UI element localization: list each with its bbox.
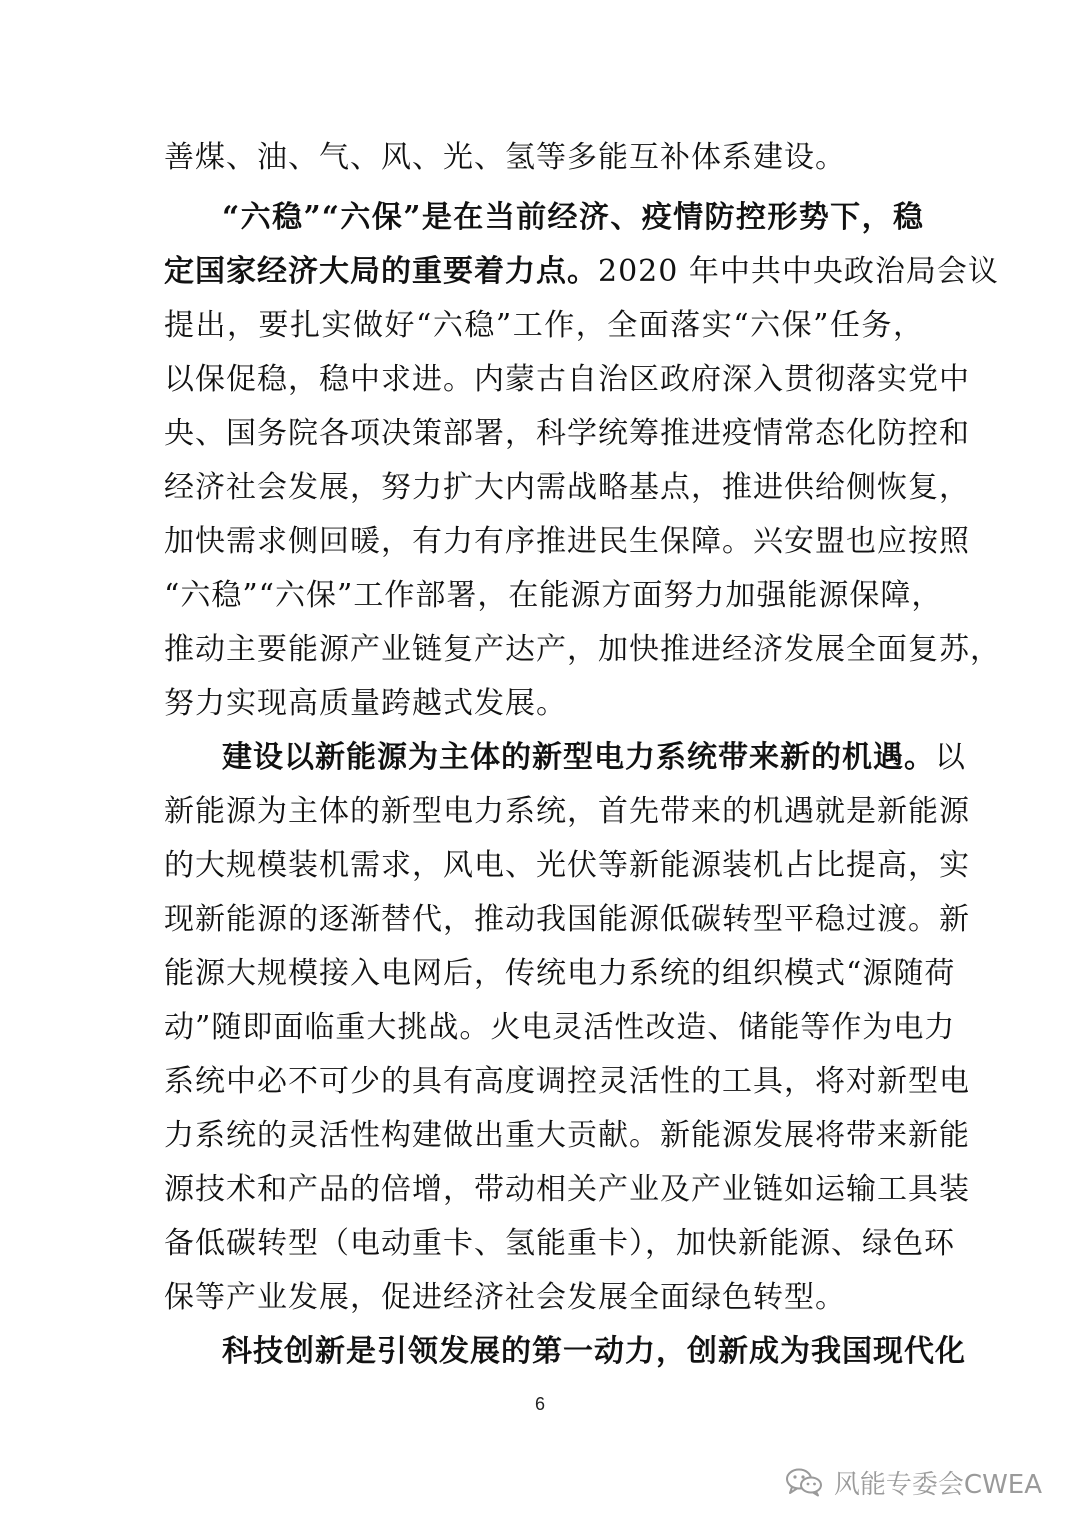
paragraph-line	[222, 738, 966, 778]
paragraph-line: 努力实现高质量跨越式发展。	[164, 686, 567, 721]
wechat-icon	[784, 1467, 824, 1497]
paragraph-line: 能源大规模接入电网后，传统电力系统的组织模式“源随荷	[164, 956, 956, 991]
paragraph-line: 动”随即面临重大挑战。火电灵活性改造、储能等作为电力	[164, 1010, 956, 1045]
paragraph-line: “六稳”“六保”工作部署，在能源方面努力加强能源保障，	[164, 578, 943, 613]
watermark	[784, 1462, 1042, 1502]
paragraph-line: 科技创新是引领发展的第一动力，创新成为我国现代化	[222, 1334, 966, 1369]
paragraph-line: 以保促稳，稳中求进。内蒙古自治区政府深入贯彻落实党中	[164, 362, 970, 397]
line-continuation: 以	[935, 740, 966, 775]
paragraph-line: 推动主要能源产业链复产达产，加快推进经济发展全面复苏，	[164, 632, 1001, 667]
paragraph-line: 加快需求侧回暖，有力有序推进民生保障。兴安盟也应按照	[164, 524, 970, 559]
bold-lead-text: 建设以新能源为主体的新型电力系统带来新的机遇。	[222, 740, 935, 775]
bold-lead-text: 定国家经济大局的重要着力点。	[164, 254, 598, 289]
paragraph-line: 经济社会发展，努力扩大内需战略基点，推进供给侧恢复，	[164, 470, 970, 505]
paragraph-line: 善煤、油、气、风、光、氢等多能互补体系建设。	[164, 140, 846, 175]
line-continuation: 2020 年中共中央政治局会议	[598, 254, 999, 289]
paragraph-line: 现新能源的逐渐替代，推动我国能源低碳转型平稳过渡。新	[164, 902, 970, 937]
paragraph-line: 源技术和产品的倍增，带动相关产业及产业链如运输工具装	[164, 1172, 970, 1207]
paragraph-line: 保等产业发展，促进经济社会发展全面绿色转型。	[164, 1280, 846, 1315]
paragraph-line: 提出，要扎实做好“六稳”工作，全面落实“六保”任务，	[164, 308, 924, 343]
watermark-text: 风能专委会CWEA	[833, 1469, 1042, 1500]
paragraph-line: 新能源为主体的新型电力系统，首先带来的机遇就是新能源	[164, 794, 970, 829]
paragraph-line: 的大规模装机需求，风电、光伏等新能源装机占比提高，实	[164, 848, 970, 883]
page-number: 6	[534, 1394, 545, 1414]
paragraph-line: 央、国务院各项决策部署，科学统筹推进疫情常态化防控和	[164, 416, 970, 451]
paragraph-line: 力系统的灵活性构建做出重大贡献。新能源发展将带来新能	[164, 1118, 970, 1153]
paragraph-line: “六稳”“六保”是在当前经济、疫情防控形势下，稳	[222, 200, 924, 235]
paragraph-line	[164, 252, 999, 292]
paragraph-line: 系统中必不可少的具有高度调控灵活性的工具，将对新型电	[164, 1064, 970, 1099]
paragraph-line: 备低碳转型（电动重卡、氢能重卡），加快新能源、绿色环	[164, 1226, 955, 1261]
